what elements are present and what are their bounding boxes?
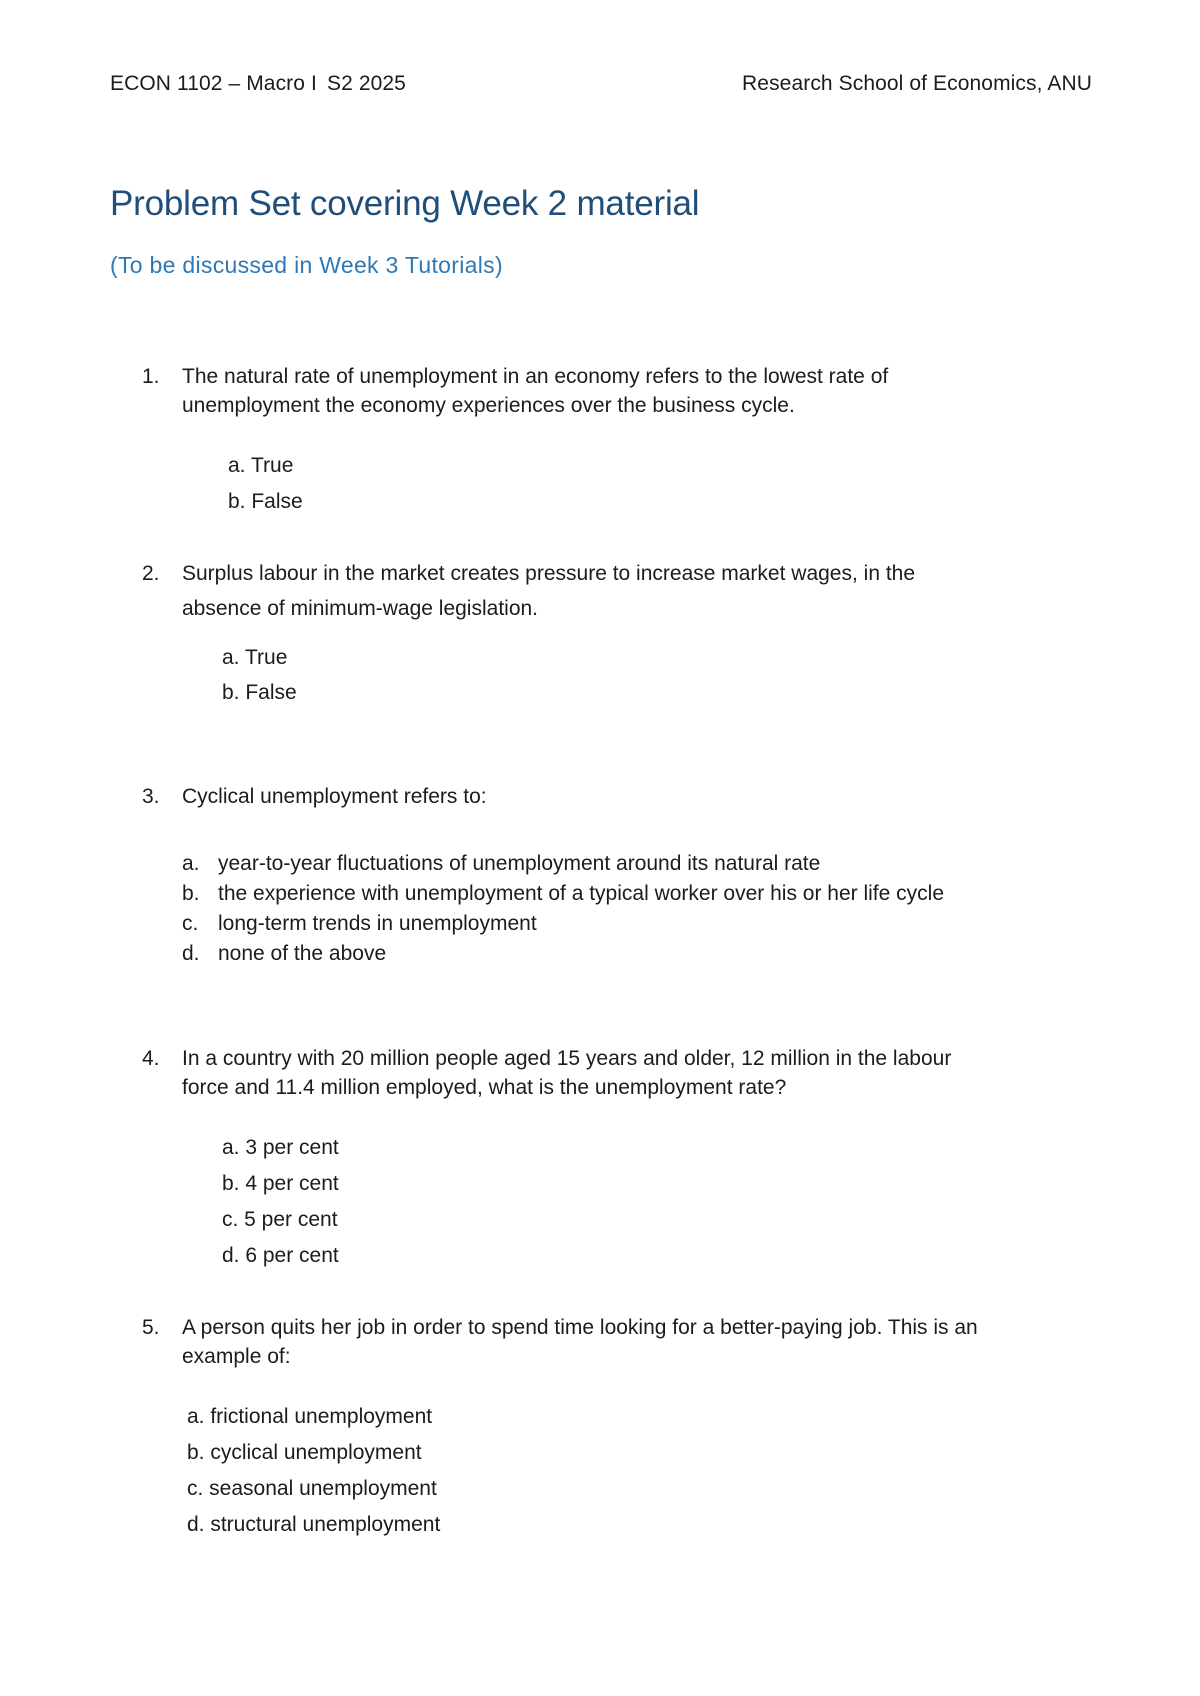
answer-option-letter: b. bbox=[182, 882, 200, 905]
question-number: 2. bbox=[142, 562, 160, 585]
answer-option: c. seasonal unemployment bbox=[187, 1477, 437, 1500]
answer-option: b. False bbox=[222, 681, 297, 704]
question-number: 1. bbox=[142, 365, 160, 388]
answer-option: b. 4 per cent bbox=[222, 1172, 339, 1195]
answer-option-letter: c. bbox=[182, 912, 199, 935]
answer-option-letter: a. bbox=[182, 852, 200, 875]
answer-option: a. True bbox=[228, 454, 294, 477]
answer-option: long-term trends in unemployment bbox=[218, 912, 537, 935]
answer-option: b. cyclical unemployment bbox=[187, 1441, 422, 1464]
question-number: 5. bbox=[142, 1316, 160, 1339]
answer-option: the experience with unemployment of a typical worker over his or her life cycle bbox=[218, 882, 944, 905]
question-text-line: Surplus labour in the market creates pressure to increase market wages, in the bbox=[182, 562, 916, 585]
answer-option: a. True bbox=[222, 646, 288, 669]
header-semester: S2 2025 bbox=[327, 72, 406, 95]
question-number: 4. bbox=[142, 1047, 160, 1070]
answer-option: c. 5 per cent bbox=[222, 1208, 338, 1231]
answer-option: a. 3 per cent bbox=[222, 1136, 339, 1159]
question-text-line: force and 11.4 million employed, what is the unemployment rate? bbox=[182, 1076, 787, 1099]
question-text-line: Cyclical unemployment refers to: bbox=[182, 785, 487, 808]
answer-option: d. 6 per cent bbox=[222, 1244, 339, 1267]
question-text-line: A person quits her job in order to spend time looking for a better-paying job. This is an bbox=[182, 1316, 978, 1339]
page-title: Problem Set covering Week 2 material bbox=[110, 184, 700, 223]
question-number: 3. bbox=[142, 785, 160, 808]
question-text-line: absence of minimum-wage legislation. bbox=[182, 597, 539, 620]
answer-option: d. structural unemployment bbox=[187, 1513, 441, 1536]
header-school: Research School of Economics, ANU bbox=[742, 72, 1092, 95]
answer-option: b. False bbox=[228, 490, 303, 513]
answer-option: a. frictional unemployment bbox=[187, 1405, 433, 1428]
header-course: ECON 1102 – Macro I bbox=[110, 72, 317, 95]
question-text-line: In a country with 20 million people aged 15 years and older, 12 million in the labour bbox=[182, 1047, 952, 1070]
answer-option: year-to-year fluctuations of unemployment around its natural rate bbox=[218, 852, 821, 875]
answer-option: none of the above bbox=[218, 942, 387, 965]
answer-option-letter: d. bbox=[182, 942, 200, 965]
question-text-line: example of: bbox=[182, 1345, 291, 1368]
question-text-line: unemployment the economy experiences over the business cycle. bbox=[182, 394, 795, 417]
question-text-line: The natural rate of unemployment in an economy refers to the lowest rate of bbox=[182, 365, 889, 388]
page-subtitle: (To be discussed in Week 3 Tutorials) bbox=[110, 252, 503, 278]
